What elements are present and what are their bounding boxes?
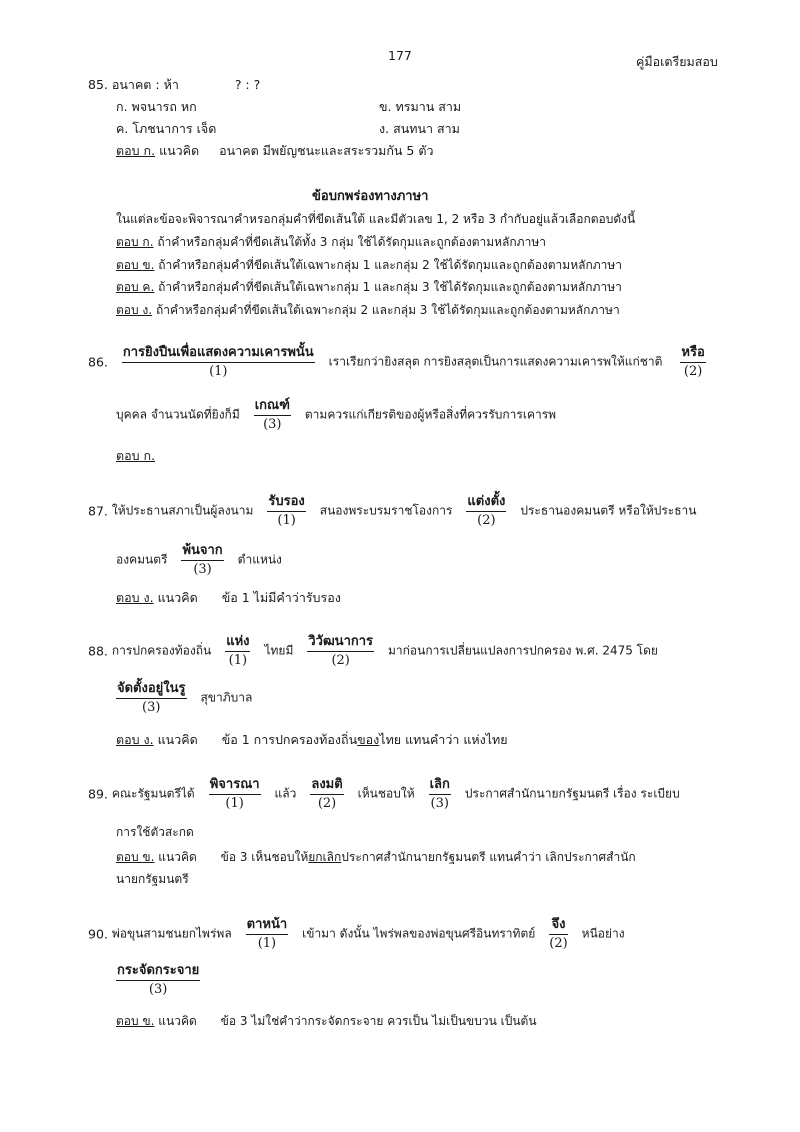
- q86-answer: ตอบ ก.: [116, 448, 156, 463]
- page-number: 177: [388, 48, 412, 63]
- q88-part2: $\frac{\text{วิวัฒนาการ}}{(2)}$: [308, 634, 374, 668]
- q89-part3: $\frac{\text{เลิก}}{(3)}$: [429, 777, 450, 811]
- section-title: ข้อบกพร่องทางภาษา: [312, 189, 429, 204]
- book-title: คู่มือเตรียมสอบ: [636, 54, 718, 69]
- q87-part3: $\frac{\text{พ้นจาก}}{(3)}$: [182, 543, 223, 577]
- q90-part3: $\frac{\text{กระจัดกระจาย}}{(3)}$: [117, 963, 200, 997]
- q87-line2: องคมนตรี $\frac{\text{พ้นจาก}}{(3)}$ ตำแหน่ง: [116, 543, 282, 577]
- q86-part2: $\frac{\text{หรือ}}{(2)}$: [681, 345, 705, 379]
- q87-part1: $\frac{\text{รับรอง}}{(1)}$: [268, 494, 305, 528]
- q86-part3: $\frac{\text{เกณฑ์}}{(3)}$: [254, 398, 290, 432]
- q90-answer: ตอบ ข. แนวคิด ข้อ 3 ไม่ใช่คำว่ากระจัดกระจาย ควรเป็น ไม่เป็นขบวน เป็นต้น: [116, 1014, 537, 1028]
- q86-line1: 86. $\frac{\text{การยิงปืนเพื่อแสดงความเคารพนั้น}}{(1)}$ เราเรียกว่ายิงสลุต การยิงสลุตเป็นการแสดงความเคารพให้แก่ชาติ $\frac{\text{หรือ}}{(2)}$: [88, 345, 705, 379]
- q86-line2: บุคคล จำนวนนัดที่ยิงก็มี $\frac{\text{เกณฑ์}}{(3)}$ ตามควรแก่เกียรติของผู้หรือสิ่งที่ควรรับการเคารพ: [116, 398, 557, 432]
- q86-part1: $\frac{\text{การยิงปืนเพื่อแสดงความเคารพนั้น}}{(1)}$: [122, 345, 314, 379]
- q88-line2: $\frac{\text{จัดตั้งอยู่ในรู}}{(3)}$ สุขาภิบาล: [117, 681, 253, 715]
- q87-answer: ตอบ ง. แนวคิด ข้อ 1 ไม่มีคำว่ารับรอง: [116, 590, 341, 605]
- q90-part1: $\frac{\text{ตาหน้า}}{(1)}$: [246, 917, 288, 951]
- q85-number: 85.: [88, 77, 108, 92]
- q85-choice-c: ค. โภชนาการ เจ็ด: [116, 121, 217, 136]
- q85-choice-d: ง. สนทนา สาม: [379, 121, 460, 136]
- answer-label: ตอบ ก.: [116, 143, 156, 158]
- q85-choice-a: ก. พจนารถ หก: [116, 99, 197, 114]
- q85-stem-left: อนาคต : ห้า: [111, 77, 179, 92]
- section-rule-b: ตอบ ข. ถ้าคำหรือกลุ่มคำที่ขีดเส้นใต้เฉพาะกลุ่ม 1 และกลุ่ม 2 ใช้ได้รัดกุมและถูกต้องตามหลักภาษา: [116, 258, 623, 272]
- q90-line2: [106, 962, 210, 998]
- section-instruction: ในแต่ละข้อจะพิจารณาคำหรอกลุ่มคำที่ขีดเส้นใต้ และมีตัวเลข 1, 2 หรือ 3 กำกับอยู่แล้วเลือกตอบดังนี้: [116, 212, 636, 226]
- section-rule-a: ตอบ ก. ถ้าคำหรือกลุ่มคำที่ขีดเส้นใต้ทั้ง 3 กลุ่ม ใช้ได้รัดกุมและถูกต้องตามหลักภาษา: [116, 235, 546, 249]
- q89-answer: ตอบ ข. แนวคิด ข้อ 3 เห็นชอบให้ยกเลิกประกาศสำนักนายกรัฐมนตรี แทนคำว่า เลิกประกาศสำนัก: [116, 850, 636, 864]
- q85-choice-b: ข. ทรมาน สาม: [379, 99, 462, 114]
- q89-answer-line2: นายกรัฐมนตรี: [116, 872, 189, 886]
- q88-part3: $\frac{\text{จัดตั้งอยู่ในรู}}{(3)}$: [117, 681, 186, 715]
- q90-part2: $\frac{\text{จึง}}{(2)}$: [549, 917, 568, 951]
- q89-part1: $\frac{\text{พิจารณา}}{(1)}$: [209, 777, 260, 811]
- q87-part2: $\frac{\text{แต่งตั้ง}}{(2)}$: [467, 494, 506, 528]
- q89-part2: $\frac{\text{ลงมติ}}{(2)}$: [311, 777, 343, 811]
- section-rule-d: ตอบ ง. ถ้าคำหรือกลุ่มคำที่ขีดเส้นใต้เฉพาะกลุ่ม 2 และกลุ่ม 3 ใช้ได้รัดกุมและถูกต้องตามหลักภาษา: [116, 303, 620, 317]
- q87-line1: 87. ให้ประธานสภาเป็นผู้ลงนาม $\frac{\text{รับรอง}}{(1)}$ สนองพระบรมราชโองการ $\frac{\text{แต่งตั้ง}}{(2)}$ ประธานองคมนตรี หรือให้ประธาน: [88, 494, 697, 528]
- q85-stem-right: ? : ?: [234, 77, 261, 92]
- q88-answer: ตอบ ง. แนวคิด ข้อ 1 การปกครองท้องถิ่นของไทย แทนคำว่า แห่งไทย: [116, 732, 508, 747]
- q85-stem: [88, 76, 260, 94]
- q88-part1: $\frac{\text{แห่ง}}{(1)}$: [226, 634, 250, 668]
- q89-line1: 89. คณะรัฐมนตรีได้ $\frac{\text{พิจารณา}}{(1)}$ แล้ว $\frac{\text{ลงมติ}}{(2)}$ เห็นชอบให้ $\frac{\text{เลิก}}{(3)}$ ประกาศสำนักนายกรัฐมนตรี เรื่อง ระเบียบ: [88, 777, 680, 811]
- section-rule-c: ตอบ ค. ถ้าคำหรือกลุ่มคำที่ขีดเส้นใต้เฉพาะกลุ่ม 1 และกลุ่ม 3 ใช้ได้รัดกุมและถูกต้องตามหลักภาษา: [116, 280, 622, 294]
- q88-line1: 88. การปกครองท้องถิ่น $\frac{\text{แห่ง}}{(1)}$ ไทยมี $\frac{\text{วิวัฒนาการ}}{(2)}$ มาก่อนการเปลี่ยนแปลงการปกครอง พ.ศ. 2475 โดย: [88, 634, 658, 668]
- q89-line2: การใช้ตัวสะกด: [116, 825, 194, 839]
- q90-line1: 90. พ่อขุนสามชนยกไพร่พล $\frac{\text{ตาหน้า}}{(1)}$ เข้ามา ดังนั้น ไพร่พลของพ่อขุนศรีอินทราทิตย์ $\frac{\text{จึง}}{(2)}$ หนีอย่าง: [88, 917, 625, 951]
- q85-answer: ตอบ ก. แนวคิด อนาคต มีพยัญชนะและสระรวมกัน 5 ตัว: [116, 143, 434, 158]
